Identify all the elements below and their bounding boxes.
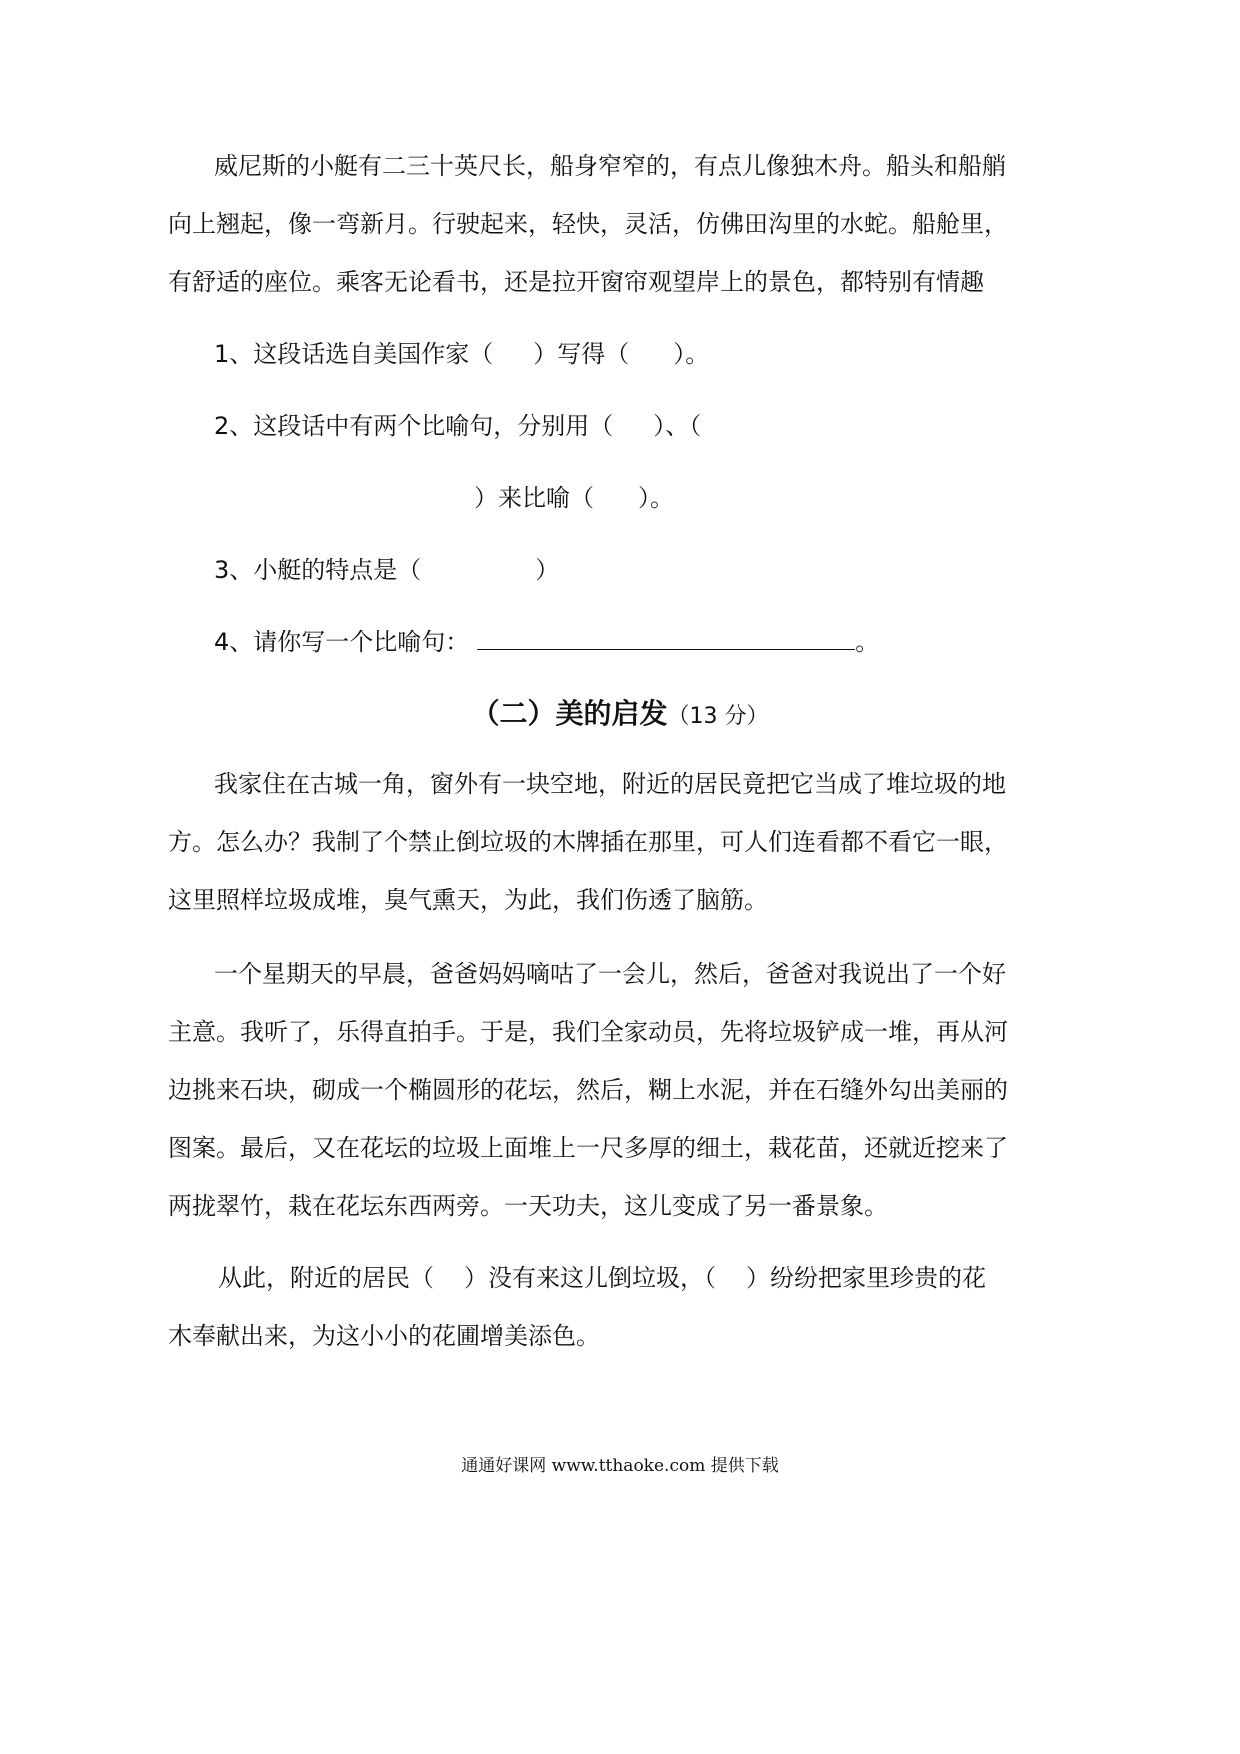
passage2-para3-part-a: 从此，附近的居民（ [218,1264,434,1292]
question-4-suffix: 。 [855,628,880,656]
passage2-para1-line-2: 方。怎么办？我制了个禁止倒垃圾的木牌插在那里，可人们连看都不看它一眼， [168,828,1008,856]
passage2-para3-part-b: ）没有来这儿倒垃圾，（ [464,1264,716,1292]
question-1 [214,338,709,370]
question-2-cont-suffix: ）。 [638,484,674,512]
passage2-para2-line-1: 一个星期天的早晨，爸爸妈妈嘀咕了一会儿，然后，爸爸对我说出了一个好 [214,960,1006,988]
passage2-para2-line-5: 两拢翠竹，栽在花坛东西两旁。一天功夫，这儿变成了另一番景象。 [168,1192,888,1220]
question-1-suffix: ）。 [673,340,710,368]
question-4-prefix: 4、请你写一个比喻句： [214,628,470,656]
passage2-para2-line-2: 主意。我听了，乐得直拍手。于是，我们全家动员，先将垃圾铲成一堆，再从河 [168,1018,1008,1046]
passage1-line-3: 有舒适的座位。乘客无论看书，还是拉开窗帘观望岸上的景色，都特别有情趣 [168,268,984,296]
passage2-para1-line-1: 我家住在古城一角，窗外有一块空地，附近的居民竟把它当成了堆垃圾的地 [214,770,1006,798]
question-4 [214,626,879,658]
question-4-answer-line[interactable] [477,627,855,650]
question-3-suffix: ） [535,556,560,584]
passage1-line-1: 威尼斯的小艇有二三十英尺长，船身窄窄的，有点儿像独木舟。船头和船艄 [214,152,1006,180]
question-2-prefix: 2、这段话中有两个比喻句，分别用（ [214,412,614,440]
section-2-title [0,696,1240,735]
question-1-prefix: 1、这段话选自美国作家（ [214,340,494,368]
passage1-line-2: 向上翘起，像一弯新月。行驶起来，轻快，灵活，仿佛田沟里的水蛇。船舱里， [168,210,1008,238]
question-3 [214,554,559,586]
passage2-para3-line-1 [218,1262,986,1294]
footer-text: 通通好课网 www.tthaoke.com 提供下载 [461,1456,779,1476]
question-2-continued [474,482,674,514]
question-2 [214,410,701,442]
passage2-para1-line-3: 这里照样垃圾成堆，臭气熏天，为此，我们伤透了脑筋。 [168,886,768,914]
passage2-para2-line-4: 图案。最后，又在花坛的垃圾上面堆上一尺多厚的细土，栽花苗，还就近挖来了 [168,1134,1008,1162]
passage2-para3-line-2: 木奉献出来，为这小小的花圃增美添色。 [168,1322,600,1350]
question-3-prefix: 3、小艇的特点是（ [214,556,422,584]
question-2-mid: ）、（ [653,412,702,440]
passage2-para3-part-c: ）纷纷把家里珍贵的花 [746,1264,986,1292]
section-2-score: （13 分） [667,704,769,729]
section-2-title-text: （二）美的启发 [471,697,668,730]
passage2-para2-line-3: 边挑来石块，砌成一个椭圆形的花坛，然后，糊上水泥，并在石缝外勾出美丽的 [168,1076,1008,1104]
question-2-cont-prefix: ）来比喻（ [474,484,594,512]
question-1-mid: ）写得（ [533,340,630,368]
